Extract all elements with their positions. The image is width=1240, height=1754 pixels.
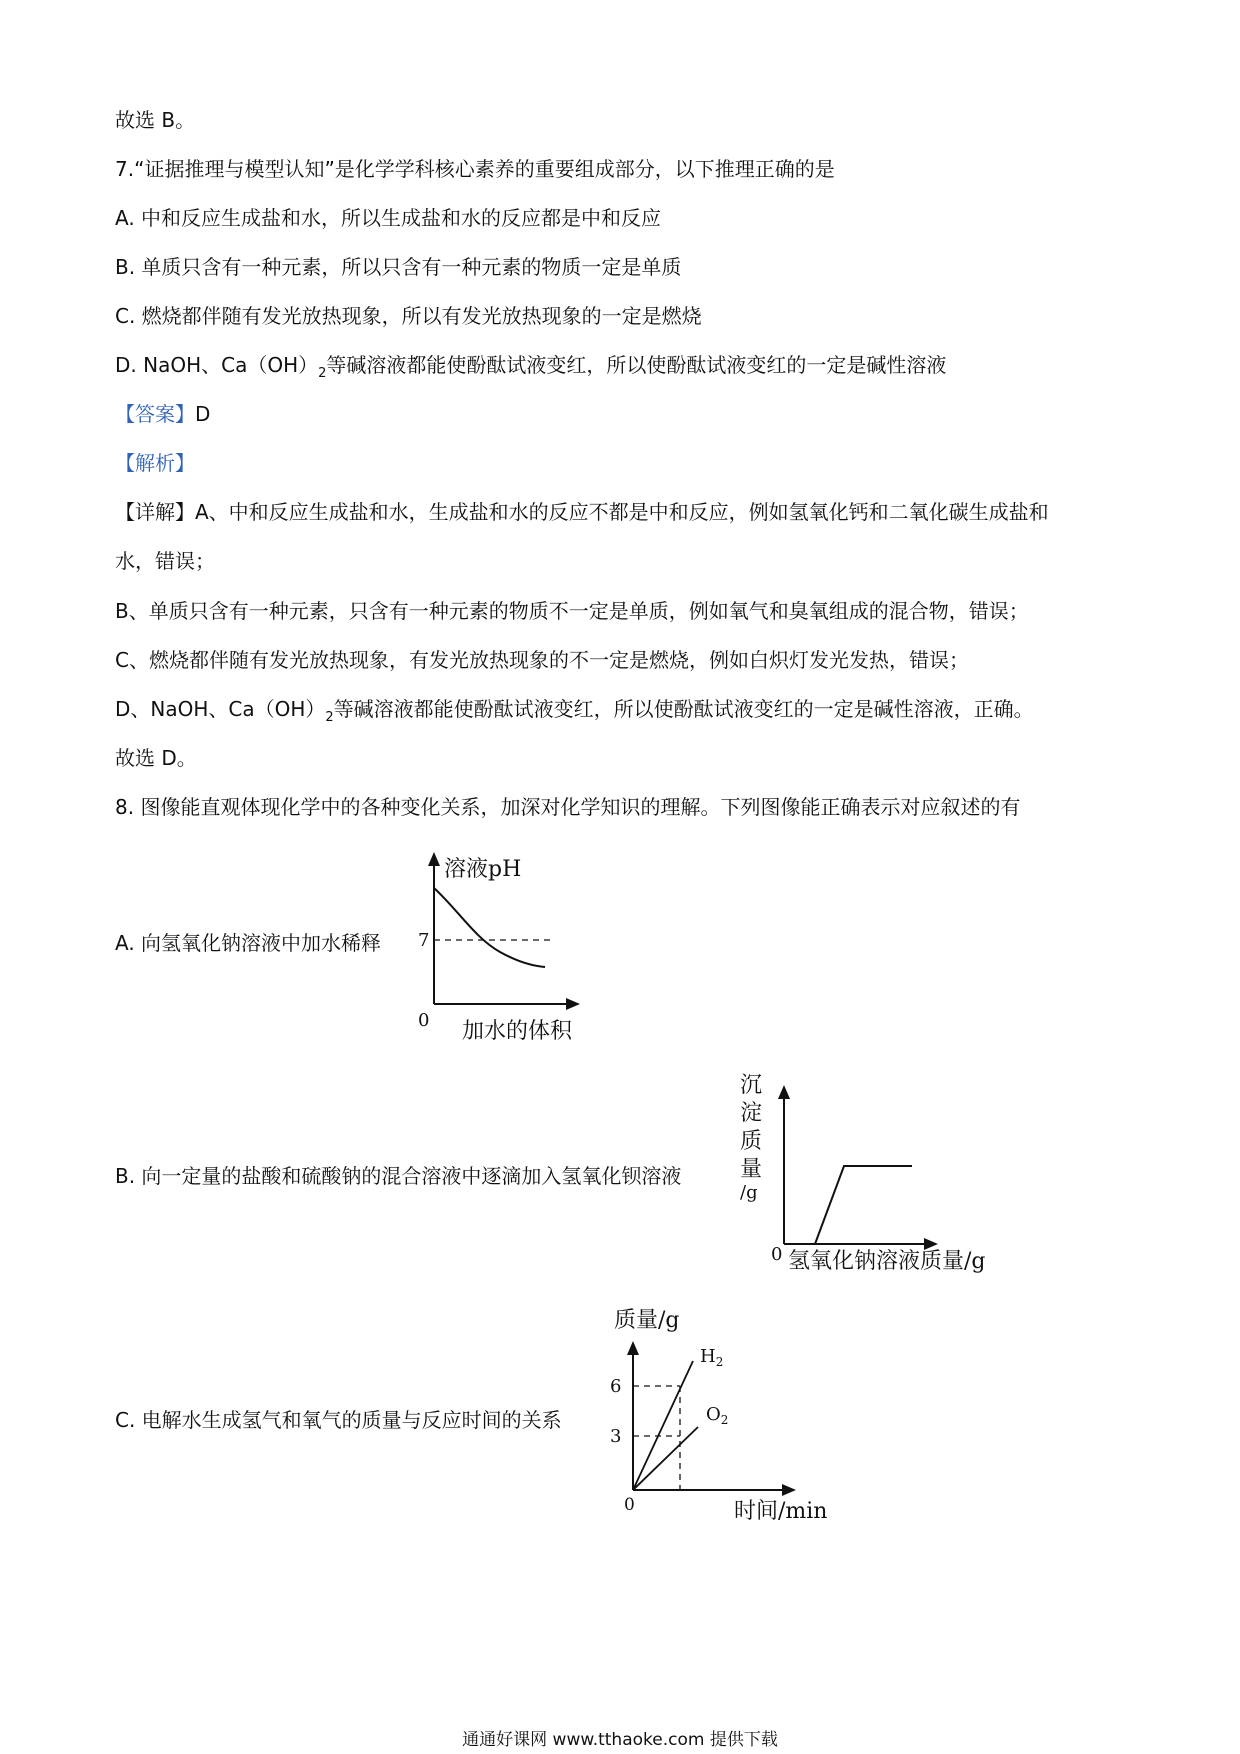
detail-tag: 【详解】 <box>115 500 195 524</box>
option-8c: C. 电解水生成氢气和氧气的质量与反应时间的关系 <box>115 1408 562 1432</box>
chart-b-ylabel-2: 淀 <box>740 1101 763 1126</box>
chart-b-xlabel: 氢氧化钠溶液质量/g <box>788 1249 986 1274</box>
chart-c-series-h2 <box>633 1361 693 1490</box>
option-8b: B. 向一定量的盐酸和硫酸钠的混合溶液中逐滴加入氢氧化钡溶液 <box>115 1164 682 1188</box>
chart-c-label-o2: $O_2$ <box>706 1404 729 1427</box>
text-line: 故选 B。 <box>115 108 196 132</box>
chart-a-ylabel: 溶液pH <box>444 857 522 882</box>
detail-d-pre: D、NaOH、Ca（OH） <box>115 697 326 721</box>
question-8: 8. 图像能直观体现化学中的各种变化关系，加深对化学知识的理解。下列图像能正确表示对应叙述的有 <box>115 795 1021 819</box>
chart-a-origin: 0 <box>418 1010 430 1031</box>
choose-d: 故选 D。 <box>115 746 197 770</box>
answer-tag: 【答案】 <box>115 402 195 426</box>
chart-b-ylabel-4: 量 <box>740 1157 763 1182</box>
detail-a2: 水，错误； <box>115 549 215 573</box>
chart-c-xlabel: 时间/min <box>734 1499 828 1524</box>
detail-a1-text: A、中和反应生成盐和水，生成盐和水的反应不都是中和反应，例如氢氧化钙和二氧化碳生成盐和 <box>195 500 1049 524</box>
chart-b-origin: 0 <box>771 1244 783 1265</box>
chart-b-ylabel-1: 沉 <box>740 1073 763 1098</box>
option-7a: A. 中和反应生成盐和水，所以生成盐和水的反应都是中和反应 <box>115 206 662 230</box>
option-7b: B. 单质只含有一种元素，所以只含有一种元素的物质一定是单质 <box>115 255 682 279</box>
chart-c-label-h2: $H_2$ <box>700 1346 724 1369</box>
page-footer: 通通好课网 www.tthaoke.com 提供下载 <box>462 1730 778 1750</box>
answer-value: D <box>195 402 211 426</box>
option-8a: A. 向氢氧化钠溶液中加水稀释 <box>115 931 382 955</box>
chart-c-series-o2 <box>633 1427 698 1490</box>
chart-b-ylabel-3: 质 <box>740 1129 763 1154</box>
question-7: 7.“证据推理与模型认知”是化学学科核心素养的重要组成部分，以下推理正确的是 <box>115 157 835 181</box>
chart-c-origin: 0 <box>624 1495 635 1515</box>
chart-a-xlabel: 加水的体积 <box>462 1019 573 1044</box>
detail-b: B、单质只含有一种元素，只含有一种元素的物质不一定是单质，例如氧气和臭氧组成的混合物，错误； <box>115 599 1029 623</box>
detail-d-post: 等碱溶液都能使酚酞试液变红，所以使酚酞试液变红的一定是碱性溶液，正确。 <box>333 697 1034 721</box>
option-7d-post: 等碱溶液都能使酚酞试液变红，所以使酚酞试液变红的一定是碱性溶液 <box>326 353 947 377</box>
detail-c: C、燃烧都伴随有发光放热现象，有发光放热现象的不一定是燃烧，例如白炽灯发光发热，错误； <box>115 648 969 672</box>
chart-c-ylabel: 质量/g <box>614 1308 680 1333</box>
chart-a-ref-label: 7 <box>418 930 430 951</box>
subscript: 2 <box>325 710 334 725</box>
chart-b-ylabel-5: /g <box>740 1182 758 1203</box>
chart-c-ytick-6: 6 <box>610 1376 622 1397</box>
analysis-tag: 【解析】 <box>115 451 195 475</box>
option-7d-pre: D. NaOH、Ca（OH） <box>115 353 319 377</box>
chart-c-ytick-3: 3 <box>610 1426 622 1447</box>
option-7c: C. 燃烧都伴随有发光放热现象，所以有发光放热现象的一定是燃烧 <box>115 304 702 328</box>
subscript: 2 <box>318 366 327 381</box>
